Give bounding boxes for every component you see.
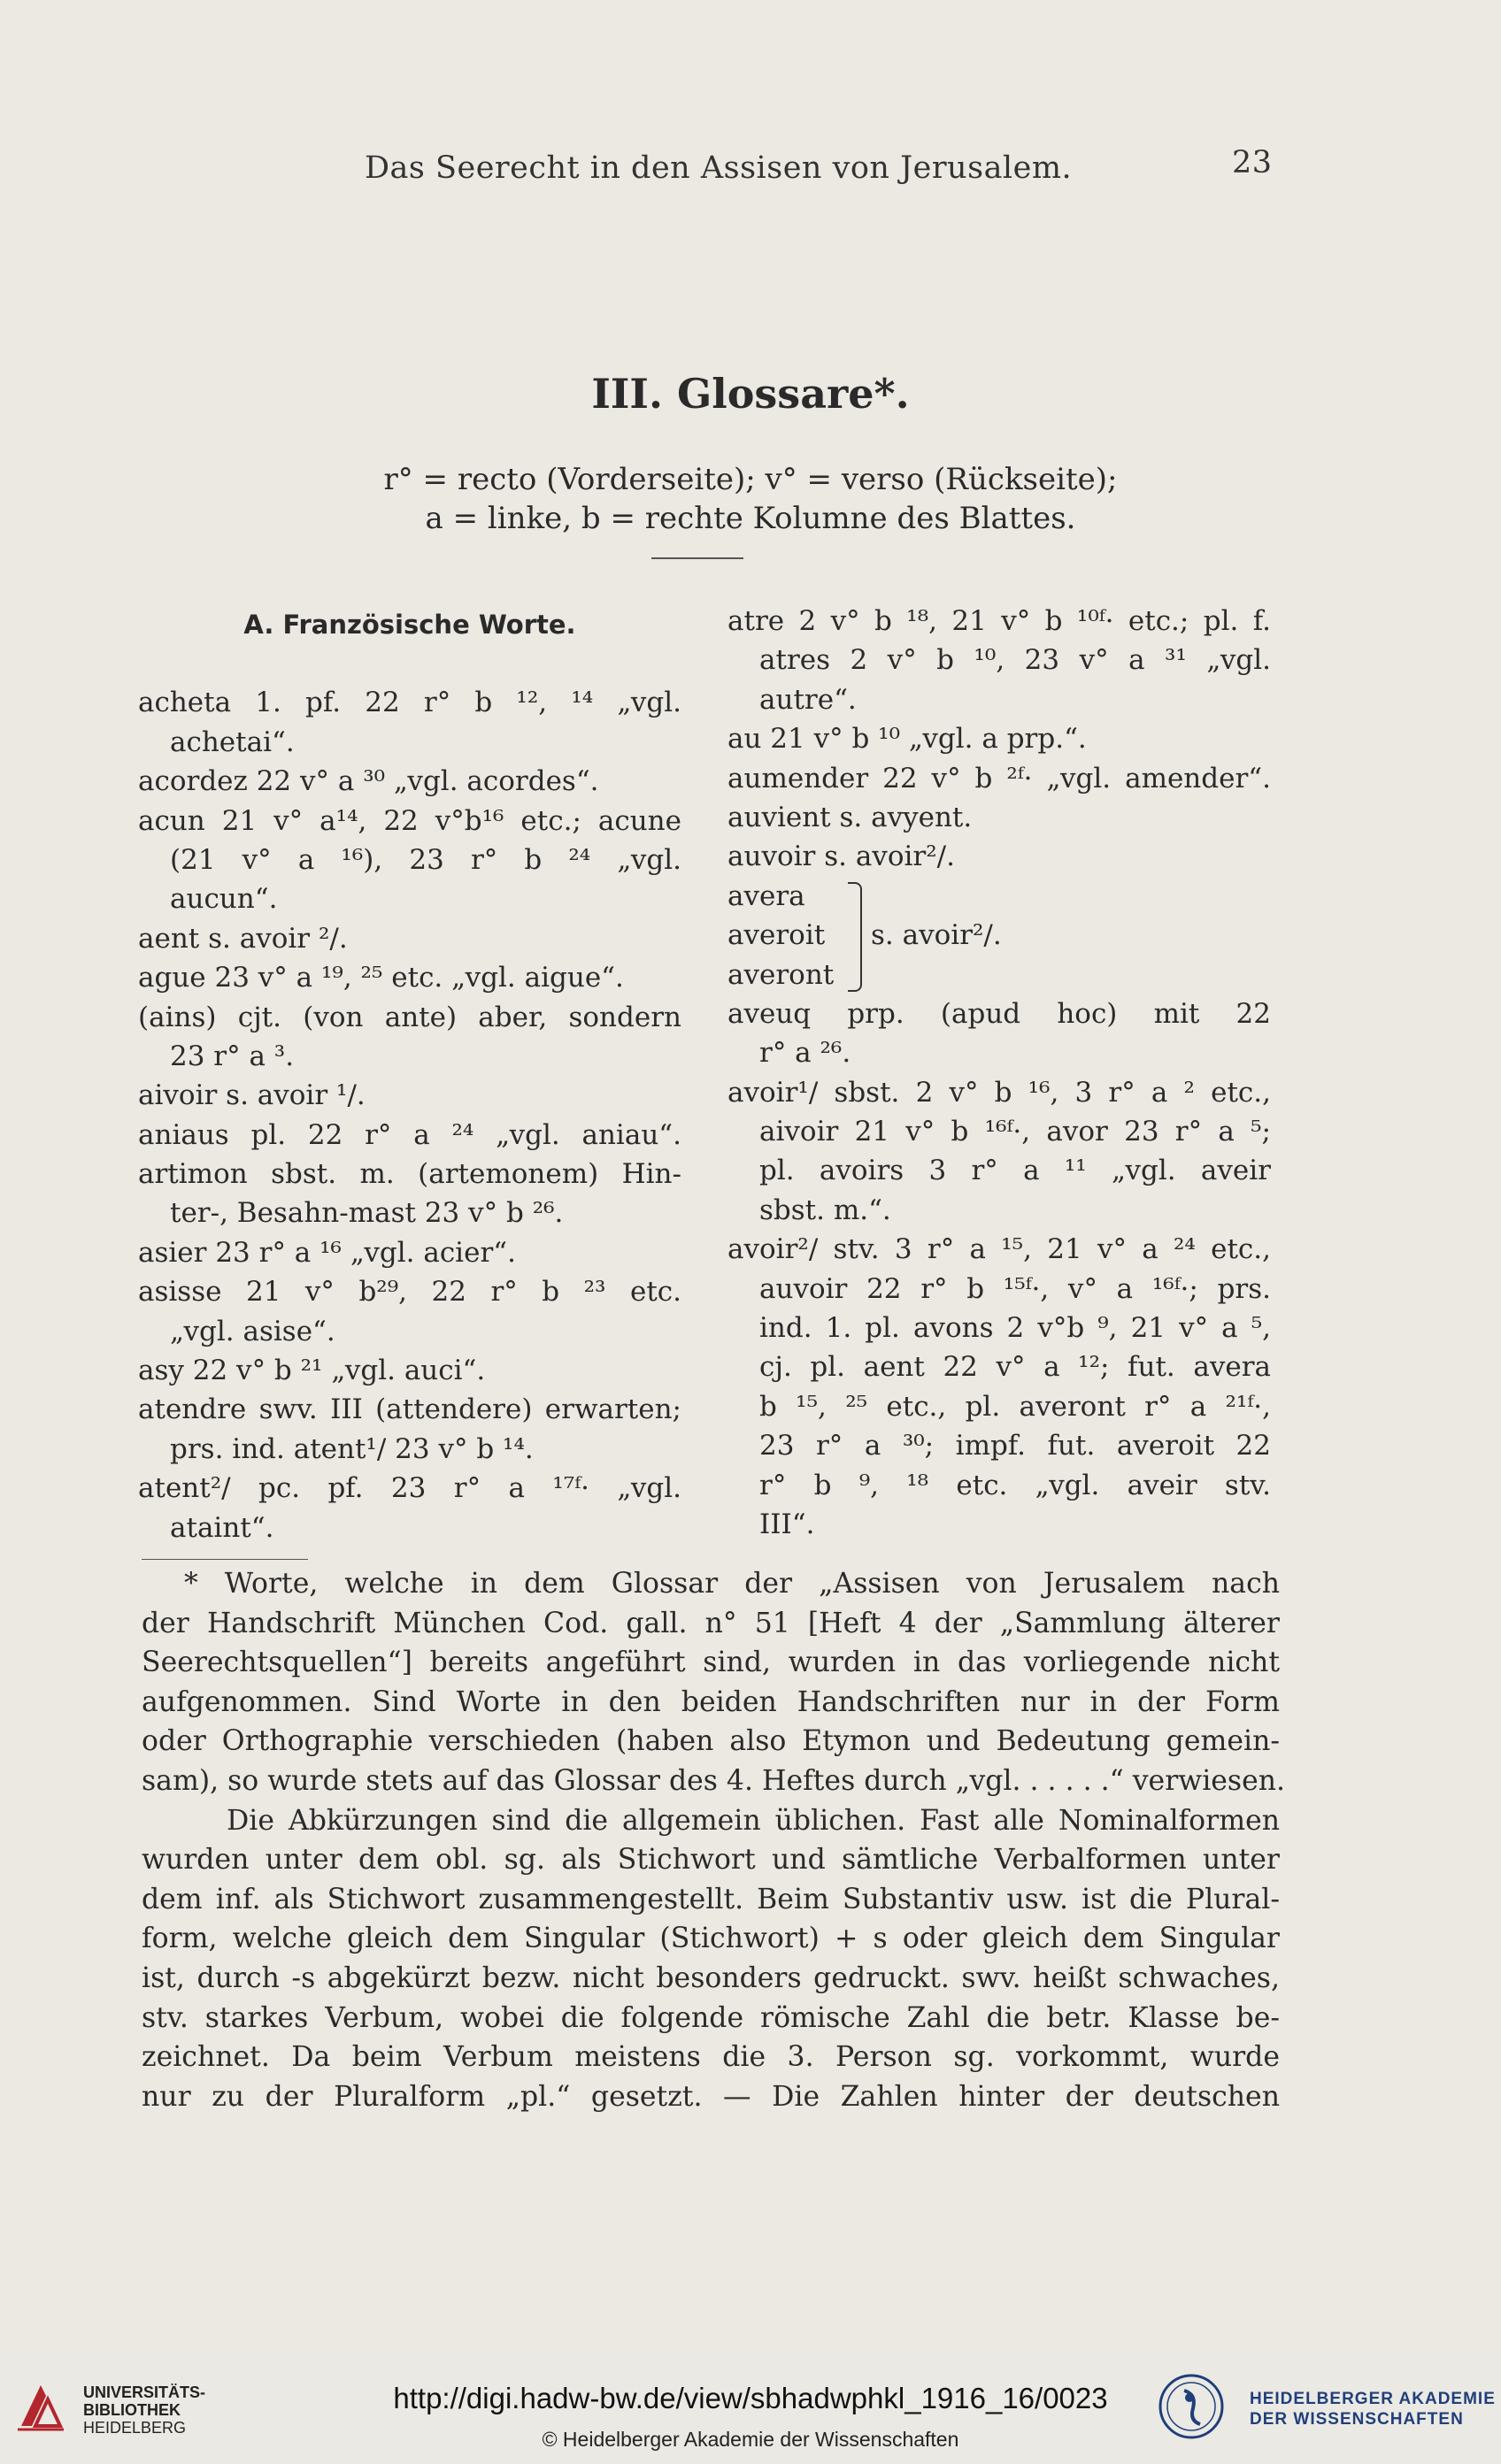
footnote-line: Die Abkürzungen sind die allgemein üblichen. Fast alle Nominalformen xyxy=(227,1804,1280,1837)
entry-line: pl. avoirs 3 r° a ¹¹ „vgl. aveir xyxy=(759,1155,1271,1187)
entry-line: auvoir 22 r° b ¹⁵ᶠ·, v° a ¹⁶ᶠ·; prs. xyxy=(759,1272,1271,1305)
section-title: III. Glossare*. xyxy=(591,370,910,418)
legend-line-1: r° = recto (Vorderseite); v° = verso (Rückseite); xyxy=(383,462,1118,497)
university-library-name: UNIVERSITÄTS- BIBLIOTHEK HEIDELBERG xyxy=(83,2383,206,2437)
footnote-line: ist, durch -s abgekürzt bezw. nicht besonders gedruckt. swv. heißt schwaches, xyxy=(142,1961,1280,1994)
entry-line: atre 2 v° b ¹⁸, 21 v° b ¹⁰ᶠ· etc.; pl. f. xyxy=(727,605,1271,637)
brace-reference: s. avoir²/. xyxy=(871,918,1002,951)
column-heading: A. Französische Worte. xyxy=(243,610,576,640)
left-column xyxy=(138,605,681,1547)
entry-line: aivoir 21 v° b ¹⁶ᶠ·, avor 23 r° a ⁵; xyxy=(759,1116,1271,1148)
entry-line: r° a ²⁶. xyxy=(759,1037,851,1070)
entry-line: (21 v° a ¹⁶), 23 r° b ²⁴ „vgl. xyxy=(170,843,681,876)
entry-line: ague 23 v° a ¹⁹, ²⁵ etc. „vgl. aigue“. xyxy=(138,962,624,994)
entry-line: aveuq prp. (apud hoc) mit 22 xyxy=(727,997,1271,1030)
entry-line: achetai“. xyxy=(170,725,295,758)
footnote-line: nur zu der Pluralform „pl.“ gesetzt. — Die Zahlen hinter der deutschen xyxy=(142,2080,1280,2113)
avoir-form-group xyxy=(727,877,1271,994)
footnote-line: * Worte, welche in dem Glossar der „Assisen von Jerusalem nach xyxy=(184,1568,1280,1600)
academy-name: HEIDELBERGER AKADEMIE DER WISSENSCHAFTEN xyxy=(1250,2390,1496,2429)
footnote xyxy=(142,1564,1286,2116)
entry-line: auvoir s. avoir²/. xyxy=(727,841,955,873)
academy-seal-icon xyxy=(1158,2373,1225,2440)
running-title: Das Seerecht in den Assisen von Jerusalem. xyxy=(365,150,1073,186)
title-divider xyxy=(651,557,743,559)
brace-group xyxy=(848,877,1025,994)
entry-line: aniaus pl. 22 r° a ²⁴ „vgl. aniau“. xyxy=(138,1118,681,1151)
entry-line: „vgl. asise“. xyxy=(170,1315,335,1347)
entry-line: avoir²/ stv. 3 r° a ¹⁵, 21 v° a ²⁴ etc., xyxy=(727,1233,1271,1266)
entry-line: III“. xyxy=(759,1508,815,1540)
entry-line: aivoir s. avoir ¹/. xyxy=(138,1079,366,1112)
entry-line: aent s. avoir ²/. xyxy=(138,922,348,955)
footnote-divider xyxy=(142,1559,308,1560)
footnote-line: form, welche gleich dem Singular (Stichwort) + s oder gleich dem Singular xyxy=(142,1923,1280,1955)
copyright-notice: © Heidelberger Akademie der Wissenschaften xyxy=(542,2428,959,2451)
entry-line: avera xyxy=(727,879,805,912)
entry-line: b ¹⁵, ²⁵ etc., pl. averont r° a ²¹ᶠ·, xyxy=(759,1390,1271,1423)
entry-line: prs. ind. atent¹/ 23 v° b ¹⁴. xyxy=(170,1432,534,1465)
entry-line: acheta 1. pf. 22 r° b ¹², ¹⁴ „vgl. xyxy=(138,687,681,719)
entry-line: 23 r° a ³. xyxy=(170,1040,295,1072)
entry-line: artimon sbst. m. (artemonem) Hin- xyxy=(138,1158,681,1191)
entry-line: asier 23 r° a ¹⁶ „vgl. acier“. xyxy=(138,1236,516,1269)
entry-line: acordez 22 v° a ³⁰ „vgl. acordes“. xyxy=(138,765,599,798)
entry-line: (ains) cjt. (von ante) aber, sondern xyxy=(138,1001,681,1033)
entry-line: 23 r° a ³⁰; impf. fut. averoit 22 xyxy=(759,1430,1271,1462)
entry-line: au 21 v° b ¹⁰ „vgl. a prp.“. xyxy=(727,723,1087,756)
footnote-line: wurden unter dem obl. sg. als Stichwort und sämtliche Verbalformen unter xyxy=(142,1844,1280,1877)
entry-line: avoir¹/ sbst. 2 v° b ¹⁶, 3 r° a ² etc., xyxy=(727,1076,1271,1109)
entry-line: asy 22 v° b ²¹ „vgl. auci“. xyxy=(138,1355,486,1387)
entry-line: acun 21 v° a¹⁴, 22 v°b¹⁶ etc.; acune xyxy=(138,804,681,837)
entry-line: ind. 1. pl. avons 2 v°b ⁹, 21 v° a ⁵, xyxy=(759,1312,1271,1345)
footnote-line: zeichnet. Da beim Verbum meistens die 3. Person sg. vorkommt, wurde xyxy=(142,2041,1280,2074)
entry-line: r° b ⁹, ¹⁸ etc. „vgl. aveir stv. xyxy=(759,1469,1271,1501)
entry-line: ter-, Besahn-mast 23 v° b ²⁶. xyxy=(170,1197,564,1230)
viewer-footer xyxy=(0,2350,1501,2464)
footnote-line: der Handschrift München Cod. gall. n° 51 [Heft 4 der „Sammlung älterer xyxy=(142,1607,1280,1639)
footnote-line: Seerechtsquellen“] bereits angeführt sind, wurden in das vorliegende nicht xyxy=(142,1647,1280,1679)
entry-line: ataint“. xyxy=(170,1511,274,1544)
entry-line: aucun“. xyxy=(170,883,278,916)
entry-line: autre“. xyxy=(759,683,857,716)
page-number: 23 xyxy=(1232,145,1273,180)
legend-line-2: a = linke, b = rechte Kolumne des Blattes. xyxy=(425,501,1076,536)
entry-line: averoit xyxy=(727,919,826,952)
entry-line: atent²/ pc. pf. 23 r° a ¹⁷ᶠ· „vgl. xyxy=(138,1472,681,1505)
curly-brace xyxy=(848,882,862,992)
footnote-line: aufgenommen. Sind Worte in den beiden Handschriften nur in der Form xyxy=(142,1685,1280,1718)
entry-line: cj. pl. aent 22 v° a ¹²; fut. avera xyxy=(759,1351,1271,1384)
right-column xyxy=(727,602,1271,1544)
entry-line: atendre swv. III (attendere) erwarten; xyxy=(138,1393,681,1426)
footnote-line: stv. starkes Verbum, wobei die folgende römische Zahl die betr. Klasse be- xyxy=(142,2001,1280,2034)
entry-line: sbst. m.“. xyxy=(759,1194,891,1226)
entry-line: atres 2 v° b ¹⁰, 23 v° a ³¹ „vgl. xyxy=(759,644,1271,677)
entry-line: aumender 22 v° b ²ᶠ· „vgl. amender“. xyxy=(727,762,1271,794)
footnote-line: dem inf. als Stichwort zusammengestellt. Beim Substantiv usw. ist die Plural- xyxy=(142,1883,1280,1915)
footnote-line: sam), so wurde stets auf das Glossar des 4. Heftes durch „vgl. . . . . .“ verwiesen. xyxy=(142,1764,1286,1797)
entry-line: auvient s. avyent. xyxy=(727,801,973,833)
footnote-line: oder Orthographie verschieden (haben also Etymon und Bedeutung gemein- xyxy=(142,1725,1280,1758)
entry-line: averont xyxy=(727,958,835,991)
entry-line: asisse 21 v° b²⁹, 22 r° b ²³ etc. xyxy=(138,1276,681,1309)
permalink-url[interactable]: http://digi.hadw-bw.de/view/sbhadwphkl_1916_16/0023 xyxy=(393,2382,1108,2414)
